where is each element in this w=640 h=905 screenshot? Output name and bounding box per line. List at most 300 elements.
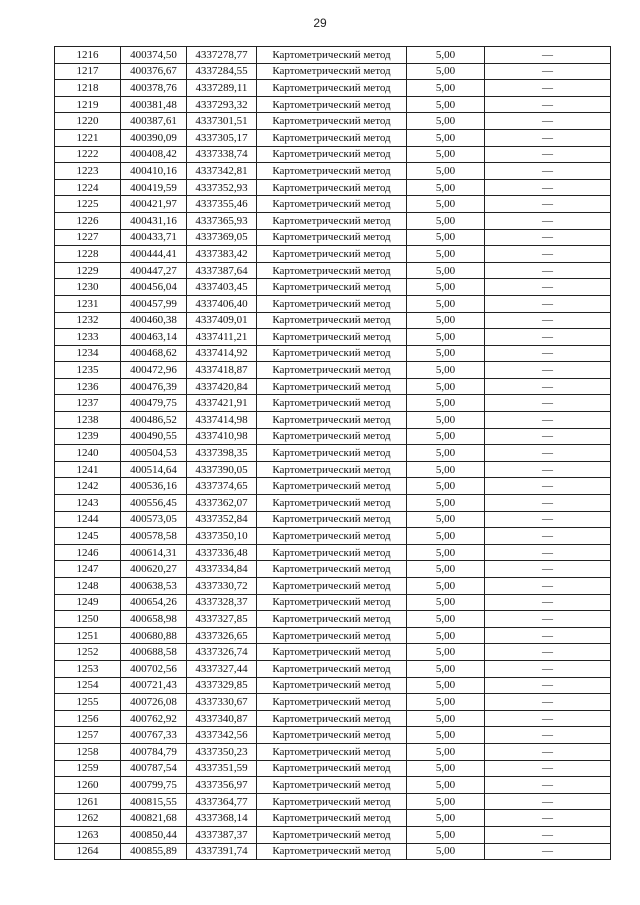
cell-x-coordinate: 400444,41 (121, 246, 187, 263)
cell-x-coordinate: 400614,31 (121, 544, 187, 561)
cell-method: Картометрический метод (257, 63, 407, 80)
cell-description: — (485, 777, 611, 794)
cell-x-coordinate: 400468,62 (121, 345, 187, 362)
cell-x-coordinate: 400410,16 (121, 163, 187, 180)
cell-method: Картометрический метод (257, 96, 407, 113)
cell-accuracy: 5,00 (407, 146, 485, 163)
table-row (55, 561, 611, 578)
table-row (55, 495, 611, 512)
cell-point-number: 1221 (55, 129, 121, 146)
cell-method: Картометрический метод (257, 511, 407, 528)
cell-description: — (485, 793, 611, 810)
cell-x-coordinate: 400472,96 (121, 362, 187, 379)
table-row (55, 279, 611, 296)
cell-accuracy: 5,00 (407, 129, 485, 146)
cell-accuracy: 5,00 (407, 544, 485, 561)
cell-accuracy: 5,00 (407, 777, 485, 794)
cell-accuracy: 5,00 (407, 179, 485, 196)
cell-accuracy: 5,00 (407, 63, 485, 80)
cell-description: — (485, 544, 611, 561)
cell-point-number: 1238 (55, 412, 121, 429)
cell-x-coordinate: 400476,39 (121, 378, 187, 395)
cell-description: — (485, 677, 611, 694)
coordinates-table (54, 46, 611, 860)
table-row (55, 760, 611, 777)
cell-point-number: 1220 (55, 113, 121, 130)
cell-y-coordinate: 4337411,21 (187, 329, 257, 346)
cell-accuracy: 5,00 (407, 378, 485, 395)
cell-point-number: 1225 (55, 196, 121, 213)
cell-method: Картометрический метод (257, 793, 407, 810)
cell-y-coordinate: 4337326,74 (187, 644, 257, 661)
table-row (55, 129, 611, 146)
cell-method: Картометрический метод (257, 810, 407, 827)
cell-method: Картометрический метод (257, 677, 407, 694)
cell-accuracy: 5,00 (407, 611, 485, 628)
cell-point-number: 1223 (55, 163, 121, 180)
cell-description: — (485, 196, 611, 213)
cell-point-number: 1243 (55, 495, 121, 512)
cell-method: Картометрический метод (257, 495, 407, 512)
cell-accuracy: 5,00 (407, 627, 485, 644)
cell-accuracy: 5,00 (407, 445, 485, 462)
cell-description: — (485, 146, 611, 163)
cell-y-coordinate: 4337398,35 (187, 445, 257, 462)
table-row (55, 511, 611, 528)
cell-accuracy: 5,00 (407, 793, 485, 810)
table-row (55, 777, 611, 794)
cell-x-coordinate: 400762,92 (121, 710, 187, 727)
cell-point-number: 1232 (55, 312, 121, 329)
cell-x-coordinate: 400490,55 (121, 428, 187, 445)
cell-method: Картометрический метод (257, 129, 407, 146)
table-row (55, 727, 611, 744)
cell-method: Картометрический метод (257, 179, 407, 196)
cell-accuracy: 5,00 (407, 96, 485, 113)
cell-y-coordinate: 4337362,07 (187, 495, 257, 512)
cell-method: Картометрический метод (257, 445, 407, 462)
cell-accuracy: 5,00 (407, 345, 485, 362)
cell-method: Картометрический метод (257, 295, 407, 312)
cell-description: — (485, 760, 611, 777)
cell-method: Картометрический метод (257, 694, 407, 711)
table-row (55, 627, 611, 644)
cell-y-coordinate: 4337420,84 (187, 378, 257, 395)
cell-description: — (485, 345, 611, 362)
cell-accuracy: 5,00 (407, 495, 485, 512)
cell-description: — (485, 312, 611, 329)
table-row (55, 644, 611, 661)
cell-accuracy: 5,00 (407, 826, 485, 843)
cell-x-coordinate: 400721,43 (121, 677, 187, 694)
cell-x-coordinate: 400573,05 (121, 511, 187, 528)
cell-accuracy: 5,00 (407, 262, 485, 279)
cell-point-number: 1229 (55, 262, 121, 279)
cell-x-coordinate: 400514,64 (121, 461, 187, 478)
cell-point-number: 1217 (55, 63, 121, 80)
cell-y-coordinate: 4337409,01 (187, 312, 257, 329)
cell-method: Картометрический метод (257, 843, 407, 860)
cell-point-number: 1256 (55, 710, 121, 727)
cell-description: — (485, 295, 611, 312)
table-row (55, 611, 611, 628)
cell-method: Картометрический метод (257, 594, 407, 611)
cell-y-coordinate: 4337328,37 (187, 594, 257, 611)
cell-x-coordinate: 400787,54 (121, 760, 187, 777)
cell-accuracy: 5,00 (407, 212, 485, 229)
cell-method: Картометрический метод (257, 710, 407, 727)
table-row (55, 428, 611, 445)
cell-x-coordinate: 400463,14 (121, 329, 187, 346)
cell-method: Картометрический метод (257, 262, 407, 279)
table-row (55, 212, 611, 229)
cell-description: — (485, 627, 611, 644)
table-row (55, 196, 611, 213)
cell-method: Картометрический метод (257, 777, 407, 794)
cell-y-coordinate: 4337342,81 (187, 163, 257, 180)
cell-accuracy: 5,00 (407, 760, 485, 777)
cell-x-coordinate: 400456,04 (121, 279, 187, 296)
cell-description: — (485, 461, 611, 478)
cell-accuracy: 5,00 (407, 727, 485, 744)
cell-x-coordinate: 400374,50 (121, 47, 187, 64)
cell-description: — (485, 843, 611, 860)
cell-accuracy: 5,00 (407, 163, 485, 180)
cell-y-coordinate: 4337410,98 (187, 428, 257, 445)
cell-point-number: 1231 (55, 295, 121, 312)
cell-x-coordinate: 400620,27 (121, 561, 187, 578)
table-row (55, 594, 611, 611)
cell-method: Картометрический метод (257, 146, 407, 163)
cell-accuracy: 5,00 (407, 295, 485, 312)
cell-description: — (485, 113, 611, 130)
cell-y-coordinate: 4337374,65 (187, 478, 257, 495)
cell-accuracy: 5,00 (407, 312, 485, 329)
table-row (55, 445, 611, 462)
cell-x-coordinate: 400821,68 (121, 810, 187, 827)
cell-point-number: 1252 (55, 644, 121, 661)
cell-point-number: 1246 (55, 544, 121, 561)
cell-description: — (485, 710, 611, 727)
cell-accuracy: 5,00 (407, 47, 485, 64)
cell-x-coordinate: 400447,27 (121, 262, 187, 279)
cell-accuracy: 5,00 (407, 644, 485, 661)
cell-point-number: 1263 (55, 826, 121, 843)
cell-method: Картометрический метод (257, 660, 407, 677)
cell-accuracy: 5,00 (407, 810, 485, 827)
table-row (55, 843, 611, 860)
cell-method: Картометрический метод (257, 279, 407, 296)
cell-point-number: 1237 (55, 395, 121, 412)
cell-y-coordinate: 4337414,98 (187, 412, 257, 429)
cell-accuracy: 5,00 (407, 80, 485, 97)
cell-y-coordinate: 4337330,67 (187, 694, 257, 711)
cell-point-number: 1253 (55, 660, 121, 677)
table-row (55, 826, 611, 843)
cell-description: — (485, 644, 611, 661)
cell-method: Картометрический метод (257, 727, 407, 744)
cell-description: — (485, 528, 611, 545)
cell-description: — (485, 129, 611, 146)
table-row (55, 478, 611, 495)
cell-accuracy: 5,00 (407, 113, 485, 130)
cell-x-coordinate: 400688,58 (121, 644, 187, 661)
cell-description: — (485, 262, 611, 279)
table-row (55, 743, 611, 760)
cell-accuracy: 5,00 (407, 578, 485, 595)
cell-method: Картометрический метод (257, 378, 407, 395)
coordinates-table-body (55, 47, 611, 860)
cell-point-number: 1249 (55, 594, 121, 611)
cell-x-coordinate: 400638,53 (121, 578, 187, 595)
cell-x-coordinate: 400433,71 (121, 229, 187, 246)
cell-accuracy: 5,00 (407, 561, 485, 578)
cell-description: — (485, 478, 611, 495)
cell-y-coordinate: 4337278,77 (187, 47, 257, 64)
cell-x-coordinate: 400726,08 (121, 694, 187, 711)
table-row (55, 677, 611, 694)
cell-x-coordinate: 400815,55 (121, 793, 187, 810)
cell-x-coordinate: 400381,48 (121, 96, 187, 113)
cell-y-coordinate: 4337329,85 (187, 677, 257, 694)
table-row (55, 660, 611, 677)
table-row (55, 694, 611, 711)
cell-description: — (485, 594, 611, 611)
cell-description: — (485, 63, 611, 80)
cell-y-coordinate: 4337340,87 (187, 710, 257, 727)
cell-y-coordinate: 4337342,56 (187, 727, 257, 744)
cell-description: — (485, 826, 611, 843)
cell-method: Картометрический метод (257, 229, 407, 246)
cell-method: Картометрический метод (257, 212, 407, 229)
cell-x-coordinate: 400680,88 (121, 627, 187, 644)
cell-x-coordinate: 400784,79 (121, 743, 187, 760)
cell-point-number: 1218 (55, 80, 121, 97)
cell-y-coordinate: 4337365,93 (187, 212, 257, 229)
cell-description: — (485, 578, 611, 595)
cell-y-coordinate: 4337326,65 (187, 627, 257, 644)
table-row (55, 810, 611, 827)
cell-description: — (485, 495, 611, 512)
cell-point-number: 1230 (55, 279, 121, 296)
cell-y-coordinate: 4337301,51 (187, 113, 257, 130)
cell-description: — (485, 229, 611, 246)
cell-method: Картометрический метод (257, 113, 407, 130)
cell-point-number: 1235 (55, 362, 121, 379)
cell-x-coordinate: 400457,99 (121, 295, 187, 312)
cell-x-coordinate: 400536,16 (121, 478, 187, 495)
cell-description: — (485, 445, 611, 462)
cell-method: Картометрический метод (257, 644, 407, 661)
cell-method: Картометрический метод (257, 246, 407, 263)
cell-description: — (485, 727, 611, 744)
cell-description: — (485, 694, 611, 711)
cell-point-number: 1224 (55, 179, 121, 196)
table-row (55, 710, 611, 727)
cell-y-coordinate: 4337338,74 (187, 146, 257, 163)
table-row (55, 528, 611, 545)
cell-accuracy: 5,00 (407, 229, 485, 246)
cell-y-coordinate: 4337355,46 (187, 196, 257, 213)
cell-point-number: 1226 (55, 212, 121, 229)
table-row (55, 793, 611, 810)
cell-point-number: 1222 (55, 146, 121, 163)
cell-method: Картометрический метод (257, 47, 407, 64)
cell-accuracy: 5,00 (407, 329, 485, 346)
cell-x-coordinate: 400702,56 (121, 660, 187, 677)
cell-point-number: 1250 (55, 611, 121, 628)
cell-accuracy: 5,00 (407, 743, 485, 760)
table-row (55, 312, 611, 329)
cell-method: Картометрический метод (257, 461, 407, 478)
table-row (55, 229, 611, 246)
cell-y-coordinate: 4337369,05 (187, 229, 257, 246)
cell-description: — (485, 179, 611, 196)
cell-point-number: 1262 (55, 810, 121, 827)
cell-accuracy: 5,00 (407, 528, 485, 545)
cell-accuracy: 5,00 (407, 660, 485, 677)
cell-method: Картометрический метод (257, 561, 407, 578)
cell-point-number: 1255 (55, 694, 121, 711)
table-row (55, 179, 611, 196)
table-row (55, 146, 611, 163)
cell-method: Картометрический метод (257, 627, 407, 644)
table-row (55, 544, 611, 561)
cell-x-coordinate: 400654,26 (121, 594, 187, 611)
cell-y-coordinate: 4337327,85 (187, 611, 257, 628)
table-row (55, 80, 611, 97)
table-row (55, 246, 611, 263)
cell-y-coordinate: 4337387,37 (187, 826, 257, 843)
cell-accuracy: 5,00 (407, 196, 485, 213)
cell-description: — (485, 47, 611, 64)
cell-description: — (485, 163, 611, 180)
cell-x-coordinate: 400479,75 (121, 395, 187, 412)
cell-x-coordinate: 400767,33 (121, 727, 187, 744)
cell-y-coordinate: 4337364,77 (187, 793, 257, 810)
cell-x-coordinate: 400387,61 (121, 113, 187, 130)
cell-x-coordinate: 400378,76 (121, 80, 187, 97)
cell-accuracy: 5,00 (407, 594, 485, 611)
cell-method: Картометрический метод (257, 578, 407, 595)
cell-method: Картометрический метод (257, 826, 407, 843)
cell-point-number: 1240 (55, 445, 121, 462)
cell-description: — (485, 511, 611, 528)
cell-description: — (485, 428, 611, 445)
cell-y-coordinate: 4337330,72 (187, 578, 257, 595)
cell-description: — (485, 378, 611, 395)
cell-x-coordinate: 400504,53 (121, 445, 187, 462)
cell-x-coordinate: 400578,58 (121, 528, 187, 545)
cell-description: — (485, 810, 611, 827)
table-row (55, 345, 611, 362)
cell-point-number: 1264 (55, 843, 121, 860)
table-row (55, 578, 611, 595)
table-row (55, 47, 611, 64)
cell-accuracy: 5,00 (407, 710, 485, 727)
cell-y-coordinate: 4337350,10 (187, 528, 257, 545)
cell-method: Картометрический метод (257, 329, 407, 346)
cell-x-coordinate: 400419,59 (121, 179, 187, 196)
cell-method: Картометрический метод (257, 611, 407, 628)
cell-y-coordinate: 4337327,44 (187, 660, 257, 677)
cell-description: — (485, 660, 611, 677)
cell-method: Картометрический метод (257, 196, 407, 213)
cell-point-number: 1258 (55, 743, 121, 760)
cell-point-number: 1242 (55, 478, 121, 495)
table-row (55, 329, 611, 346)
table-row (55, 362, 611, 379)
cell-y-coordinate: 4337391,74 (187, 843, 257, 860)
cell-point-number: 1260 (55, 777, 121, 794)
cell-accuracy: 5,00 (407, 362, 485, 379)
cell-point-number: 1248 (55, 578, 121, 595)
cell-description: — (485, 412, 611, 429)
cell-y-coordinate: 4337334,84 (187, 561, 257, 578)
cell-description: — (485, 395, 611, 412)
cell-x-coordinate: 400460,38 (121, 312, 187, 329)
table-row (55, 163, 611, 180)
cell-method: Картометрический метод (257, 80, 407, 97)
cell-point-number: 1236 (55, 378, 121, 395)
cell-accuracy: 5,00 (407, 843, 485, 860)
cell-accuracy: 5,00 (407, 461, 485, 478)
cell-x-coordinate: 400421,97 (121, 196, 187, 213)
cell-y-coordinate: 4337356,97 (187, 777, 257, 794)
table-row (55, 113, 611, 130)
table-row (55, 96, 611, 113)
cell-y-coordinate: 4337383,42 (187, 246, 257, 263)
cell-point-number: 1219 (55, 96, 121, 113)
cell-method: Картометрический метод (257, 478, 407, 495)
cell-method: Картометрический метод (257, 743, 407, 760)
cell-accuracy: 5,00 (407, 677, 485, 694)
cell-method: Картометрический метод (257, 428, 407, 445)
cell-x-coordinate: 400658,98 (121, 611, 187, 628)
cell-x-coordinate: 400408,42 (121, 146, 187, 163)
table-row (55, 262, 611, 279)
cell-y-coordinate: 4337293,32 (187, 96, 257, 113)
cell-point-number: 1257 (55, 727, 121, 744)
cell-description: — (485, 80, 611, 97)
cell-y-coordinate: 4337387,64 (187, 262, 257, 279)
cell-y-coordinate: 4337421,91 (187, 395, 257, 412)
cell-description: — (485, 362, 611, 379)
cell-x-coordinate: 400556,45 (121, 495, 187, 512)
table-row (55, 412, 611, 429)
cell-description: — (485, 329, 611, 346)
cell-y-coordinate: 4337336,48 (187, 544, 257, 561)
table-row (55, 378, 611, 395)
cell-point-number: 1228 (55, 246, 121, 263)
cell-point-number: 1227 (55, 229, 121, 246)
cell-y-coordinate: 4337350,23 (187, 743, 257, 760)
cell-method: Картометрический метод (257, 760, 407, 777)
cell-y-coordinate: 4337305,17 (187, 129, 257, 146)
cell-point-number: 1241 (55, 461, 121, 478)
cell-point-number: 1247 (55, 561, 121, 578)
cell-description: — (485, 246, 611, 263)
cell-description: — (485, 96, 611, 113)
cell-accuracy: 5,00 (407, 279, 485, 296)
cell-point-number: 1261 (55, 793, 121, 810)
cell-point-number: 1251 (55, 627, 121, 644)
cell-method: Картометрический метод (257, 528, 407, 545)
cell-description: — (485, 279, 611, 296)
cell-point-number: 1216 (55, 47, 121, 64)
cell-description: — (485, 611, 611, 628)
cell-point-number: 1244 (55, 511, 121, 528)
